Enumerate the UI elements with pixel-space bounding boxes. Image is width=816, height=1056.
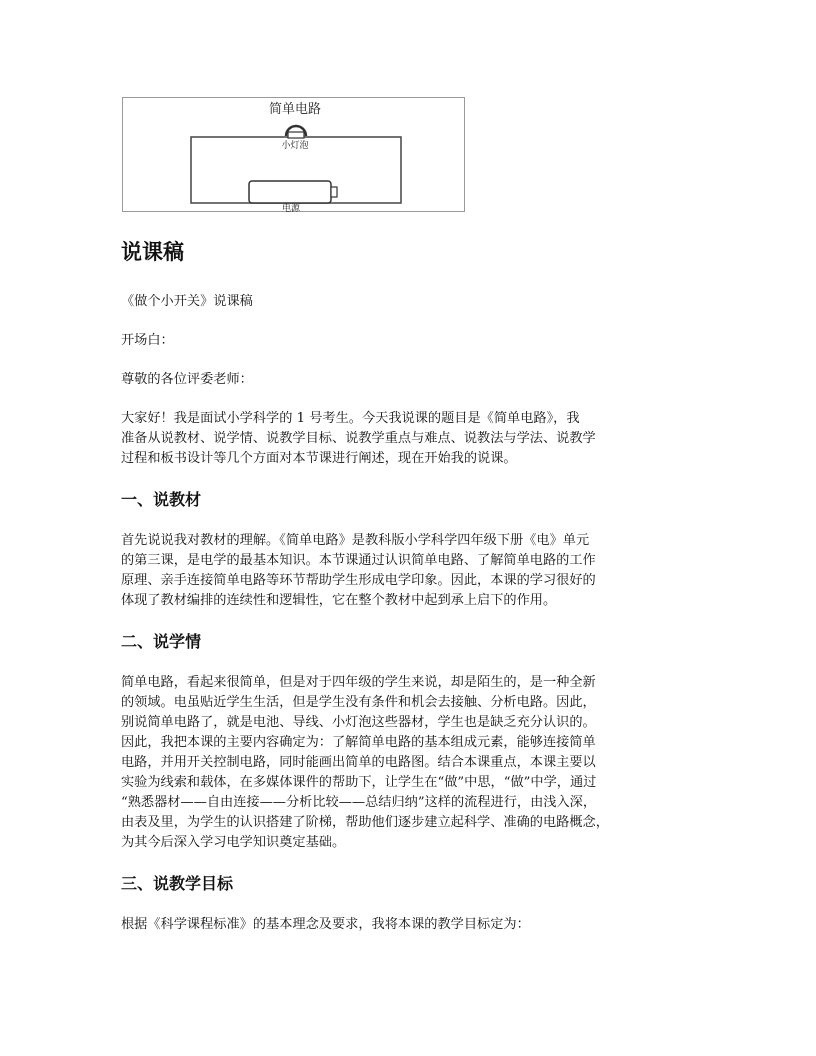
circuit-title: 简单电路 [268,102,322,117]
paragraph-line: 首先说说我对教材的理解。《简单电路》是教科版小学科学四年级下册《电》单元 [121,533,590,548]
battery-label: 电源 [281,204,301,213]
paragraph-line: 体现了教材编排的连续性和逻辑性，它在整个教材中起到承上启下的作用。 [121,593,557,608]
intro-line: 过程和板书设计等几个方面对本节课进行阐述，现在开始我的说课。 [121,451,517,466]
section-objectives-paragraph [121,915,701,935]
battery-icon [249,181,331,203]
circuit-figure [122,97,465,212]
battery-terminal [331,187,337,197]
bulb-label: 小灯泡 [281,141,309,151]
paragraph-line: 的领域。电虽贴近学生生活，但是学生没有条件和机会去接触、分析电路。因此， [121,695,596,710]
section-students-paragraph [121,673,701,853]
greeting: 尊敬的各位评委老师： [121,372,253,387]
paragraph-line: 别说简单电路了，就是电池、导线、小灯泡这些器材，学生也是缺乏充分认识的。 [121,715,596,730]
intro-line: 准备从说教材、说学情、说教学目标、说教学重点与难点、说教法与学法、说教学 [121,431,596,446]
intro-line: 大家好！我是面试小学科学的 1 号考生。今天我说课的题目是《简单电路》，我 [121,411,580,426]
document-body [121,236,701,954]
circuit-diagram [123,98,466,213]
paragraph-line: 的第三课，是电学的最基本知识。本节课通过认识简单电路、了解简单电路的工作 [121,553,596,568]
paragraph-line: 简单电路，看起来很简单，但是对于四年级的学生来说，却是陌生的，是一种全新 [121,675,596,690]
bulb-base [288,132,304,138]
section-heading-objectives: 三、说教学目标 [121,874,234,893]
paragraph-line: 实验为线索和载体，在多媒体课件的帮助下，让学生在“做”中思，“做”中学，通过 [121,775,597,790]
paragraph-line: 根据《科学课程标准》的基本理念及要求，我将本课的教学目标定为： [121,917,530,932]
document-title: 说课稿 [121,240,184,264]
section-heading-students: 二、说学情 [121,632,202,651]
section-textbook-paragraph [121,531,701,611]
paragraph-line: 为其今后深入学习电学知识奠定基础。 [121,835,346,850]
document-subtitle: 《做个小开关》说课稿 [121,294,253,309]
opening-label: 开场白： [121,333,174,348]
paragraph-line: “熟悉器材——自由连接——分析比较——总结归纳”这样的流程进行，由浅入深， [121,795,597,810]
paragraph-line: 原理、亲手连接简单电路等环节帮助学生形成电学印象。因此，本课的学习很好的 [121,573,596,588]
paragraph-line: 由表及里，为学生的认识搭建了阶梯，帮助他们逐步建立起科学、准确的电路概念， [121,815,609,830]
paragraph-line: 因此，我把本课的主要内容确定为：了解简单电路的基本组成元素，能够连接简单 [121,735,596,750]
section-heading-textbook: 一、说教材 [121,490,202,509]
paragraph-line: 电路，并用开关控制电路，同时能画出简单的电路图。结合本课重点，本课主要以 [121,755,596,770]
intro-paragraph [121,409,701,469]
